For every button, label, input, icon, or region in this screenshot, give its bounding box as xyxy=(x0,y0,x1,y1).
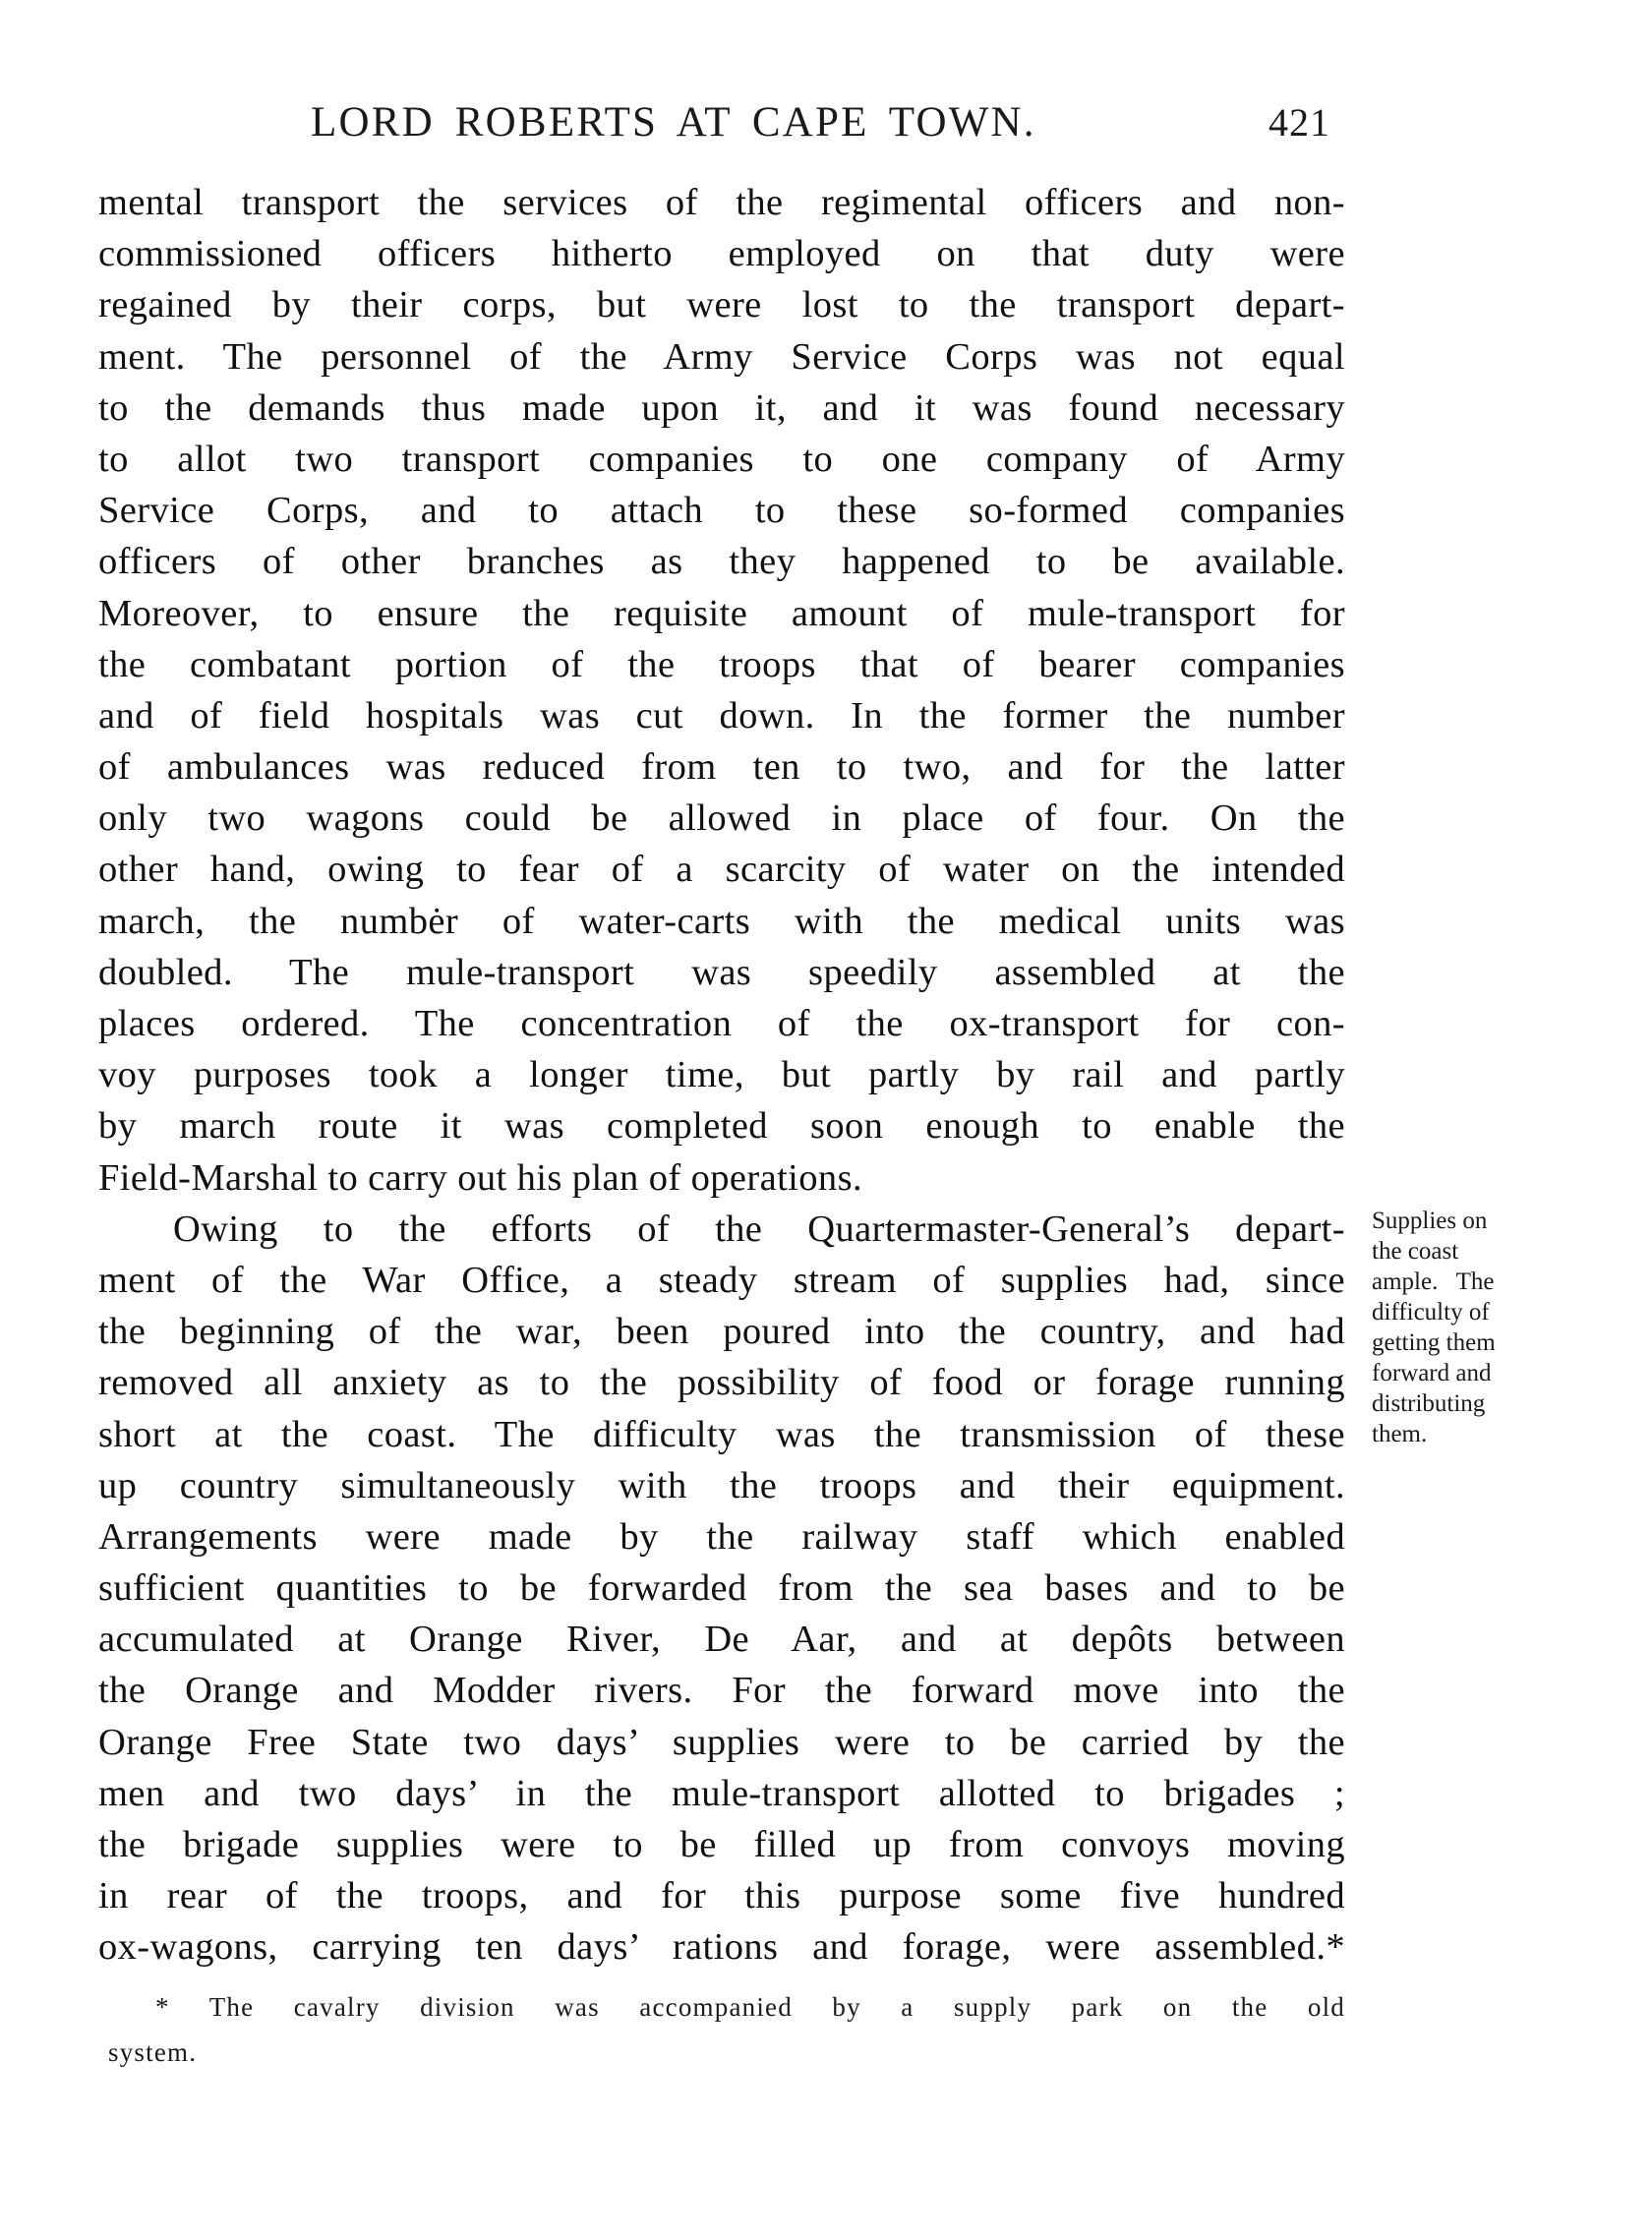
text-line: to allot two transport companies to one company of Army xyxy=(98,438,1345,480)
margin-note-line: Supplies on xyxy=(1372,1208,1488,1234)
text-line: ment. The personnel of the Army Service Corps was not equal xyxy=(98,335,1345,378)
text-line: ment of the War Office, a steady stream of supplies had, since xyxy=(98,1259,1345,1301)
paragraph-1 xyxy=(98,177,1345,1204)
text-line: Moreover, to ensure the requisite amount of mule-transport for xyxy=(98,592,1345,634)
text-line: of ambulances was reduced from ten to two, and for the latter xyxy=(98,746,1345,789)
text-line: Owing to the efforts of the Quartermaster-General’s depart- xyxy=(173,1208,1345,1250)
text-line: to the demands thus made upon it, and it was found necessary xyxy=(98,386,1345,429)
text-line: ox-wagons, carrying ten days’ rations and forage, were assembled.* xyxy=(98,1926,1345,1969)
footnote-line: * The cavalry division was accompanied by a supply park on the old xyxy=(155,1992,1345,2022)
page-number: 421 xyxy=(1268,100,1330,145)
text-line: other hand, owing to fear of a scarcity of water on the intended xyxy=(98,849,1345,891)
text-line: Field-Marshal to carry out his plan of operations. xyxy=(98,1156,862,1199)
body-text xyxy=(98,177,1345,1974)
text-line: up country simultaneously with the troops and their equipment. xyxy=(98,1464,1345,1506)
margin-note-line: difficulty of xyxy=(1372,1299,1490,1326)
text-line: Service Corps, and to attach to these so-formed companies xyxy=(98,490,1345,532)
text-line: short at the coast. The difficulty was the transmission of these xyxy=(98,1413,1345,1455)
text-line: by march route it was completed soon enough to enable the xyxy=(98,1105,1345,1148)
margin-note-line: ample. The xyxy=(1372,1268,1495,1295)
text-line: sufficient quantities to be forwarded from the sea bases and to be xyxy=(98,1567,1345,1610)
margin-note-line: distributing xyxy=(1372,1390,1486,1417)
text-line: officers of other branches as they happened to be available. xyxy=(98,541,1345,583)
text-line: accumulated at Orange River, De Aar, and at depôts between xyxy=(98,1619,1345,1661)
margin-note xyxy=(1372,1206,1559,1449)
text-line: in rear of the troops, and for this purpose some five hundred xyxy=(98,1875,1345,1917)
text-line: only two wagons could be allowed in place of four. On the xyxy=(98,797,1345,840)
paragraph-2 xyxy=(98,1204,1345,1974)
footnote-line: system. xyxy=(108,2037,198,2067)
text-line: the Orange and Modder rivers. For the forward move into the xyxy=(98,1670,1345,1712)
text-line: Orange Free State two days’ supplies were to be carried by the xyxy=(98,1721,1345,1763)
text-line: the beginning of the war, been poured into the country, and had xyxy=(98,1311,1345,1353)
text-line: mental transport the services of the regimental officers and non- xyxy=(98,182,1345,223)
text-line: the brigade supplies were to be filled up from convoys moving xyxy=(98,1824,1345,1865)
text-line: voy purposes took a longer time, but partly by rail and partly xyxy=(98,1054,1345,1096)
margin-note-line: forward and xyxy=(1372,1360,1492,1386)
text-line: and of field hospitals was cut down. In the former the number xyxy=(98,694,1345,737)
text-line: commissioned officers hitherto employed on that duty were xyxy=(98,233,1345,275)
text-line: places ordered. The concentration of the ox-transport for con- xyxy=(98,1003,1345,1044)
text-line: the combatant portion of the troops that of bearer companies xyxy=(98,643,1345,685)
margin-note-line: the coast xyxy=(1372,1238,1459,1265)
text-line: men and two days’ in the mule-transport allotted to brigades ; xyxy=(98,1772,1345,1814)
running-title: LORD ROBERTS AT CAPE TOWN. xyxy=(311,99,1036,146)
margin-note-line: getting them xyxy=(1372,1329,1496,1356)
text-line: doubled. The mule-transport was speedily assembled at the xyxy=(98,951,1345,993)
text-line: Arrangements were made by the railway staff which enabled xyxy=(98,1515,1345,1558)
text-line: removed all anxiety as to the possibility of food or forage running xyxy=(98,1362,1345,1404)
text-line: march, the numbėr of water-carts with the medical units was xyxy=(98,900,1345,942)
margin-note-line: them. xyxy=(1372,1421,1428,1447)
footnote xyxy=(108,1984,1345,2075)
text-line: regained by their corps, but were lost to the transport depart- xyxy=(98,284,1345,326)
